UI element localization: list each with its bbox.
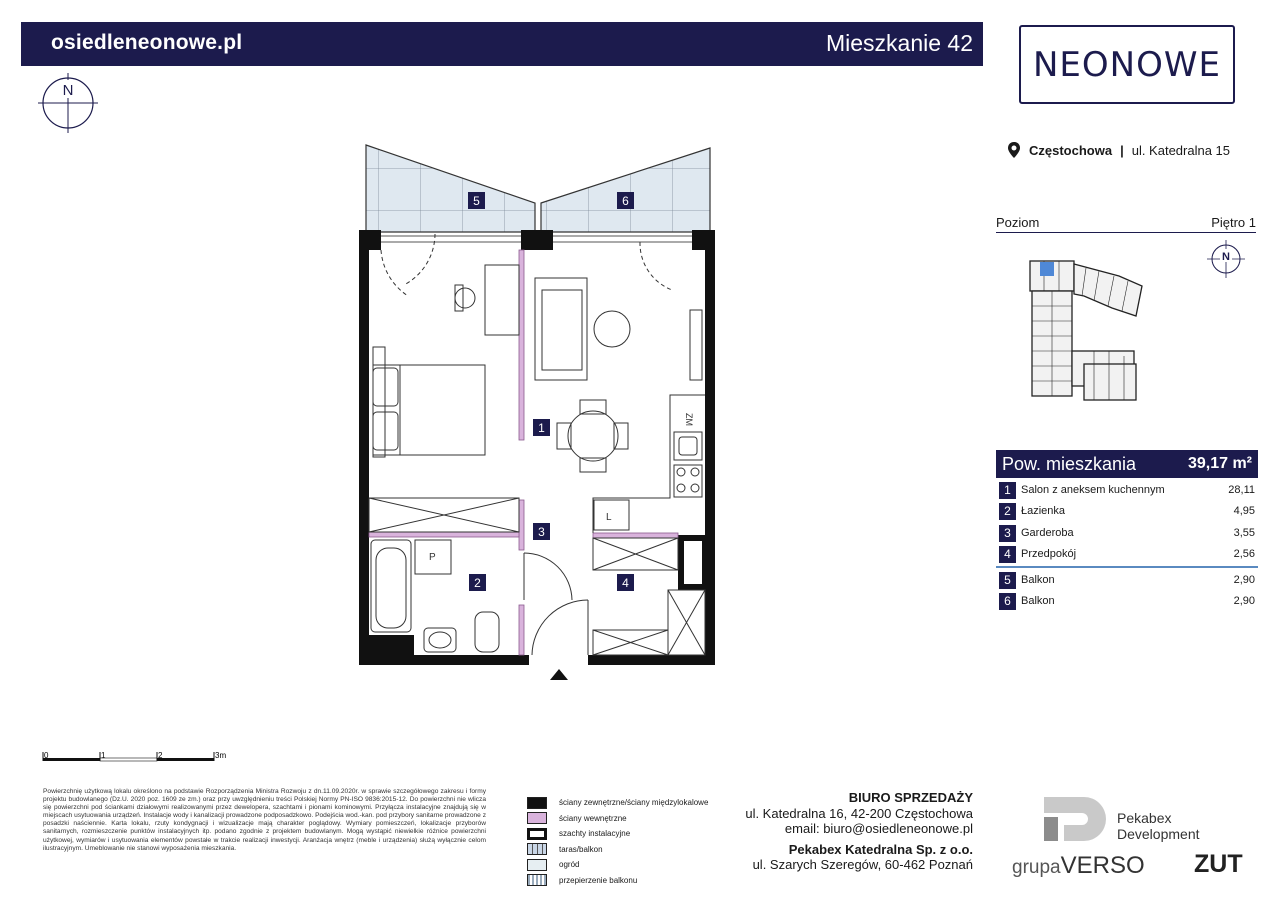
- brand-logo: [1019, 25, 1235, 104]
- area-title: Pow. mieszkania: [1002, 453, 1137, 474]
- room-name: Balkon: [1021, 574, 1055, 586]
- legal-note: Powierzchnię użytkową lokalu określono na podstawie Rozporządzenia Ministra Rozwoju z dn.11.09.2020r. w sprawie szczegółowego zakresu i formy projektu budowlanego (Dz.U. 2020 poz. 1609 ze zm.) oraz przy uwzględnieniu treści Polskiej Normy PN-ISO 9836:2015-12. Do powierzchni nie wlicza się powierzchni pod ściankami działowymi realizowanymi przez dewelopera, szachtami i pionami kominowymi. Przyłącza instalacyjne znajdują się w miejscach usytuowania urządzeń. Instalacje wody i kanalizacji prowadzone podposadzkowo. Podejścia wod.-kan. pod przybory sanitarne prowadzone z posadzki naściennie. Karta lokalu, rzuty kondygnacji i wizualizacje mają charakter poglądowy. Wymiary pomieszczeń, lokalizacje przyborów sanitarnych, rozmieszczenie punktów instalacyjnych itp. podano zgodnie z projektem budowlanym. Mogą wystąpić niewielkie różnice powierzchni użytkowej, wymiarów i usytuowania elementów powstałe w trakcie realizacji inwestycji. Aranżacja wnętrz (meble i urządzenia) służą wyłącznie celom ilustracyjnym. Umeblowanie nie stanowi wyposażenia mieszkania.: [43, 788, 486, 852]
- svg-text:0: 0: [44, 751, 49, 760]
- unit-title: Mieszkanie 42: [825, 30, 973, 56]
- plan-label-2: 2: [469, 574, 486, 591]
- area-header: [996, 450, 1258, 478]
- room-row: [999, 501, 1255, 521]
- legend-swatch-garden: [527, 859, 547, 871]
- svg-text:2: 2: [158, 751, 163, 760]
- selected-apartment-marker: [1040, 262, 1054, 276]
- legend-item: ściany wewnętrzne: [527, 811, 708, 827]
- level-row: [996, 215, 1256, 233]
- room-name: Łazienka: [1021, 505, 1066, 517]
- address-city: Częstochowa: [1029, 142, 1113, 158]
- room-row: [999, 523, 1255, 543]
- balcony-6: [541, 148, 710, 232]
- fixture-p: P: [429, 552, 436, 563]
- office-title: BIURO SPRZEDAŻY: [848, 790, 973, 805]
- room-name: Salon z aneksem kuchennym: [1021, 484, 1165, 496]
- legend-item: taras/balkon: [527, 842, 708, 858]
- balcony-5: [366, 145, 535, 232]
- compass-small-icon: [1207, 240, 1245, 278]
- level-label: Poziom: [996, 215, 1040, 230]
- fixture-l: L: [606, 512, 612, 523]
- legend-item: przepierzenie balkonu: [527, 873, 708, 889]
- verso-logo: grupaVERSO: [1012, 852, 1145, 879]
- plan-label-3: 3: [533, 523, 550, 540]
- sales-office: [745, 790, 973, 873]
- legend-swatch-shaft: [527, 828, 547, 840]
- pekabex-name: Pekabex Development: [1117, 810, 1200, 842]
- svg-text:1: 1: [101, 751, 106, 760]
- address-separator: |: [1120, 142, 1124, 158]
- room-number: 6: [999, 593, 1016, 610]
- fixture-zm: ZM: [684, 413, 694, 426]
- room-area: 28,11: [1228, 484, 1255, 496]
- room-row: [999, 480, 1255, 500]
- legend: [527, 795, 708, 888]
- room-name: Balkon: [1021, 595, 1055, 607]
- plan-label-4: 4: [617, 574, 634, 591]
- area-separator: [996, 566, 1258, 568]
- plan-label-5: 5: [468, 192, 485, 209]
- svg-text:N: N: [1222, 251, 1230, 263]
- scale-bar: [40, 748, 240, 768]
- room-area: 2,90: [1233, 595, 1255, 607]
- plan-label-1: 1: [533, 419, 550, 436]
- legend-item: szachty instalacyjne: [527, 826, 708, 842]
- office-company-address: ul. Szarych Szeregów, 60-462 Poznań: [752, 857, 973, 872]
- zut-logo: ZUT: [1194, 850, 1243, 878]
- legend-swatch-wall: [527, 797, 547, 809]
- room-row: [999, 544, 1255, 564]
- room-row: [999, 591, 1255, 611]
- room-number: 5: [999, 572, 1016, 589]
- compass-letter: N: [62, 82, 74, 99]
- pekabex-logo-icon: [1042, 795, 1114, 843]
- room-number: 3: [999, 525, 1016, 542]
- plan-label-6: 6: [617, 192, 634, 209]
- floor-plan: [350, 140, 730, 685]
- room-number: 4: [999, 546, 1016, 563]
- office-email[interactable]: email: biuro@osiedleneonowe.pl: [784, 821, 973, 836]
- site-url[interactable]: osiedleneonowe.pl: [51, 31, 243, 54]
- location-pin-icon: [1007, 141, 1021, 159]
- building-keyplan: [1024, 256, 1154, 406]
- room-area: 4,95: [1233, 505, 1255, 517]
- legend-swatch-balcony: [527, 843, 547, 855]
- area-total: 39,17 m²: [1187, 455, 1252, 472]
- address-street: ul. Katedralna 15: [1131, 142, 1231, 158]
- room-area: 2,90: [1233, 574, 1255, 586]
- legend-item: ogród: [527, 857, 708, 873]
- logo-text: NEONOWE: [1033, 44, 1221, 85]
- room-area: 2,56: [1233, 548, 1255, 560]
- office-address: ul. Katedralna 16, 42-200 Częstochowa: [745, 805, 973, 821]
- room-name: Przedpokój: [1021, 548, 1077, 560]
- svg-text:3m: 3m: [215, 751, 227, 760]
- compass-icon: [38, 73, 100, 135]
- room-row: [999, 570, 1255, 590]
- header-bar: [21, 22, 983, 66]
- room-number: 2: [999, 503, 1016, 520]
- legend-item: ściany zewnętrzne/ściany międzylokalowe: [527, 795, 708, 811]
- address: [1007, 141, 1230, 159]
- room-name: Garderoba: [1021, 527, 1074, 539]
- level-value: Piętro 1: [1211, 215, 1256, 230]
- room-number: 1: [999, 482, 1016, 499]
- office-company: Pekabex Katedralna Sp. z o.o.: [788, 841, 973, 857]
- room-area: 3,55: [1233, 527, 1255, 539]
- legend-swatch-partition: [527, 874, 547, 886]
- legend-swatch-inner: [527, 812, 547, 824]
- entrance-arrow-icon: [550, 669, 568, 680]
